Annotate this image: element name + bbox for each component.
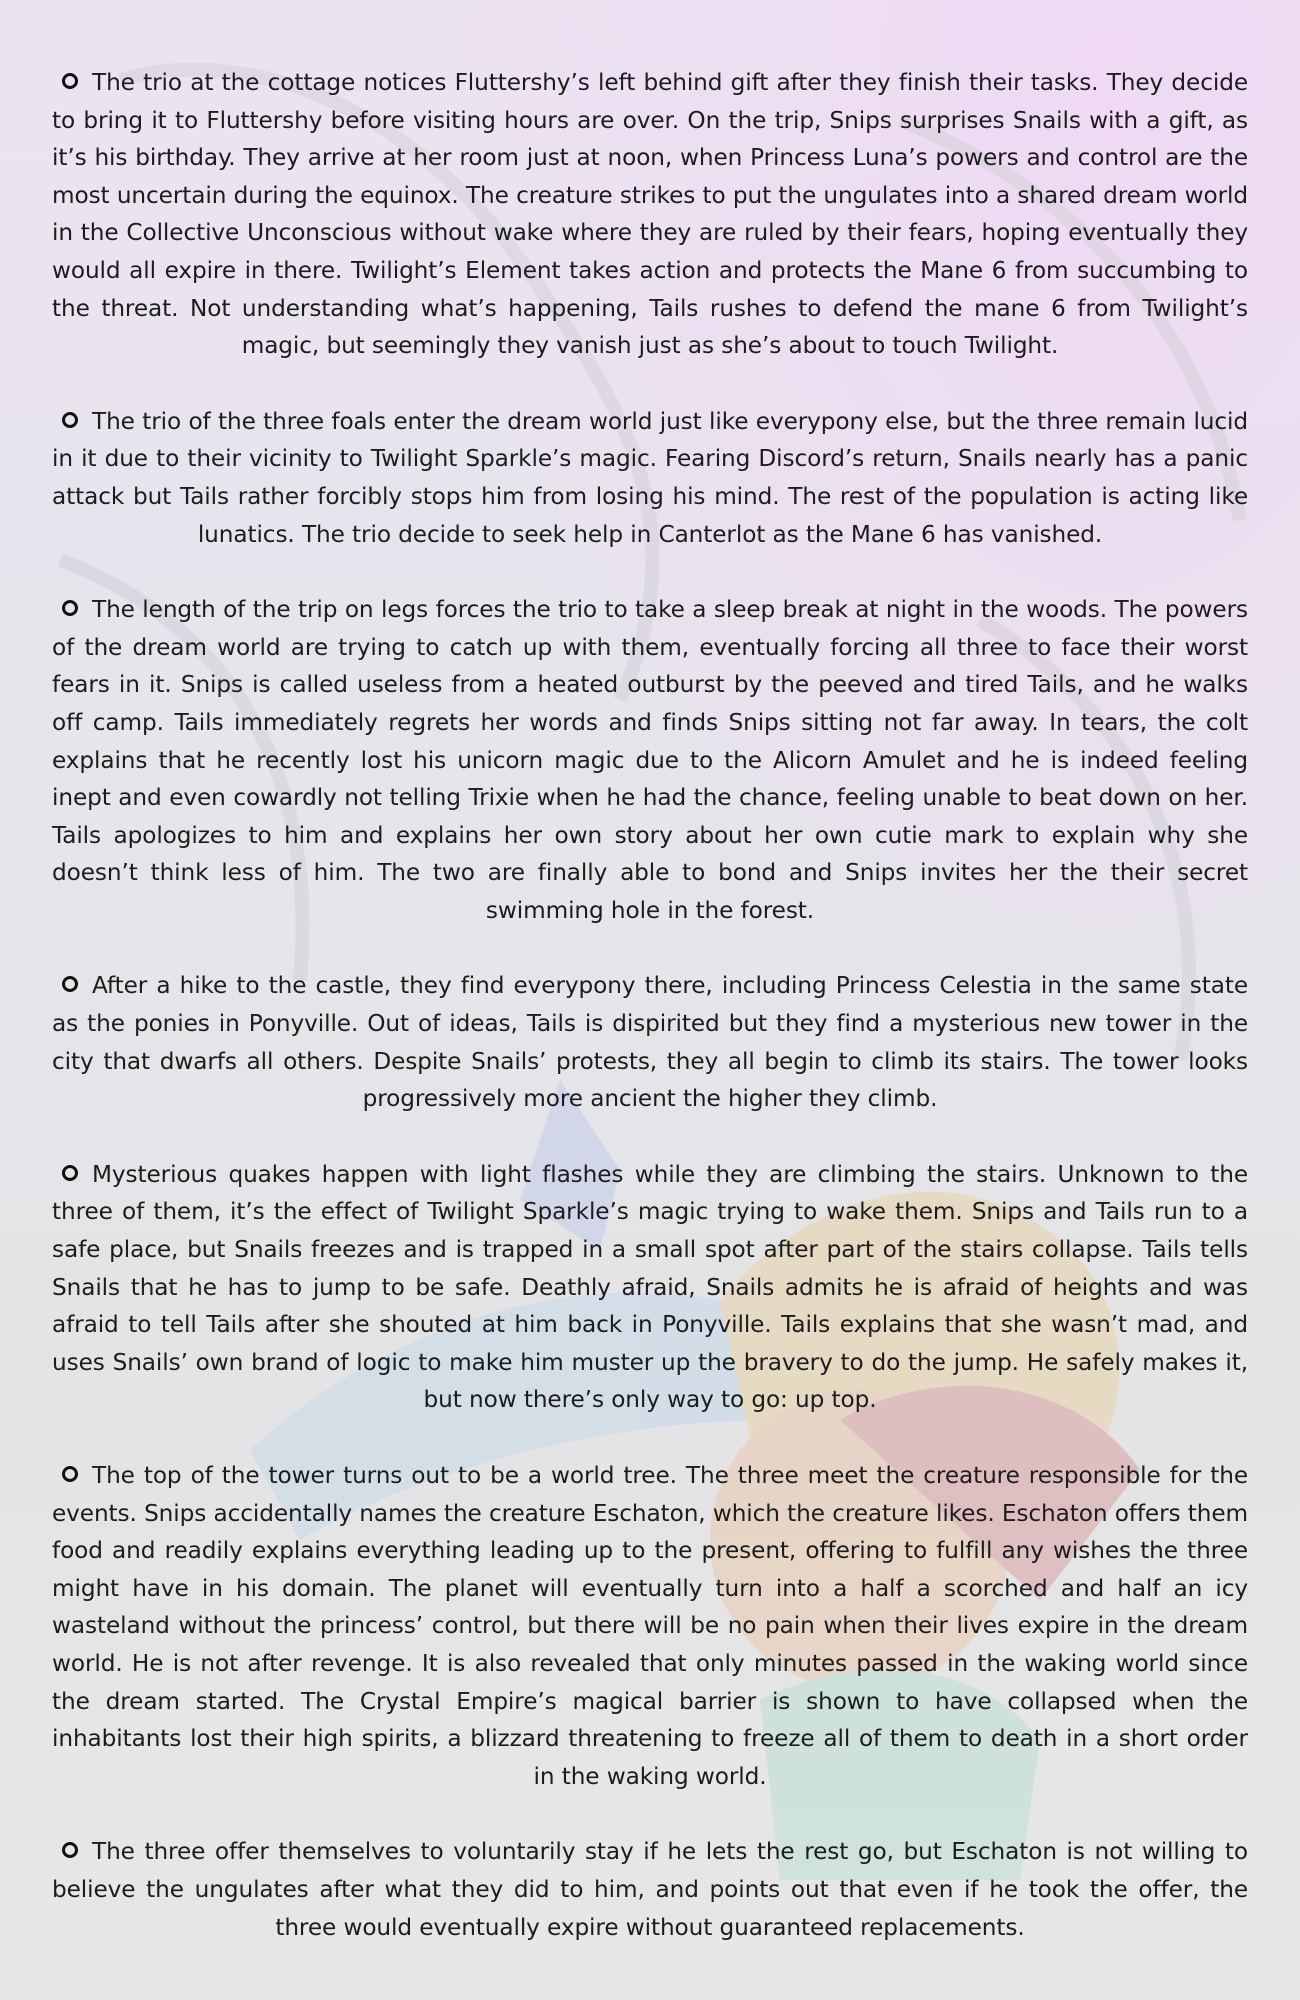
bullet-circle-icon xyxy=(62,73,78,89)
bullet-circle-icon xyxy=(62,412,78,428)
bullet-circle-icon xyxy=(62,600,78,616)
paragraph-text: After a hike to the castle, they find everypony there, including Princess Celestia in the same state as the ponies in Ponyville. Out of ideas, Tails is dispirited but they find a mysterious new tower in the city that dwarfs all others. Despite Snails’ protests, they all begin to climb its stairs. The tower looks progressively more ancient the higher they climb. xyxy=(52,972,1248,1113)
synopsis-paragraph-3 xyxy=(52,591,1248,929)
paragraph-text: The top of the tower turns out to be a world tree. The three meet the creature responsible for the events. Snips accidentally names the creature Eschaton, which the creature likes. Eschaton offers them food and readily explains everything leading up to the present, offering to fulfill any wishes the three might have in his domain. The planet will eventually turn into a half a scorched and half an icy wasteland without the princess’ control, but there will be no pain when their lives expire in the dream world. He is not after revenge. It is also revealed that only minutes passed in the waking world since the dream started. The Crystal Empire’s magical barrier is shown to have collapsed when the inhabitants lost their high spirits, a blizzard threatening to freeze all of them to death in a short order in the waking world. xyxy=(52,1462,1248,1790)
synopsis-paragraph-5 xyxy=(52,1156,1248,1419)
bullet-circle-icon xyxy=(62,1466,78,1482)
synopsis-paragraph-1 xyxy=(52,64,1248,365)
paragraph-text: Mysterious quakes happen with light flashes while they are climbing the stairs. Unknown to the three of them, it’s the effect of Twilight Sparkle’s magic trying to wake them. Snips and Tails run to a safe place, but Snails freezes and is trapped in a small spot after part of the stairs collapse. Tails tells Snails that he has to jump to be safe. Deathly afraid, Snails admits he is afraid of heights and was afraid to tell Tails after she shouted at him back in Ponyville. Tails explains that she wasn’t mad, and uses Snails’ own brand of logic to make him muster up the bravery to do the jump. He safely makes it, but now there’s only way to go: up top. xyxy=(52,1160,1248,1414)
bullet-circle-icon xyxy=(62,1842,78,1858)
paragraph-text: The trio of the three foals enter the dream world just like everypony else, but the three remain lucid in it due to their vicinity to Twilight Sparkle’s magic. Fearing Discord’s return, Snails nearly has a panic attack but Tails rather forcibly stops him from losing his mind. The rest of the population is acting like lunatics. The trio decide to seek help in Canterlot as the Mane 6 has vanished. xyxy=(52,407,1248,548)
synopsis-paragraph-7 xyxy=(52,1833,1248,1946)
synopsis-paragraph-6 xyxy=(52,1457,1248,1795)
bullet-circle-icon xyxy=(62,976,78,992)
paragraph-text: The length of the trip on legs forces the trio to take a sleep break at night in the woods. The powers of the dream world are trying to catch up with them, eventually forcing all three to face their worst fears in it. Snips is called useless from a heated outburst by the peeved and tired Tails, and he walks off camp. Tails immediately regrets her words and finds Snips sitting not far away. In tears, the colt explains that he recently lost his unicorn magic due to the Alicorn Amulet and he is indeed feeling inept and even cowardly not telling Trixie when he had the chance, feeling unable to beat down on her. Tails apologizes to him and explains her own story about her own cutie mark to explain why she doesn’t think less of him. The two are finally able to bond and Snips invites her the their secret swimming hole in the forest. xyxy=(52,596,1248,924)
synopsis-paragraph-4 xyxy=(52,967,1248,1117)
paragraph-text: The three offer themselves to voluntarily stay if he lets the rest go, but Eschaton is not willing to believe the ungulates after what they did to him, and points out that even if he took the offer, the three would eventually expire without guaranteed replacements. xyxy=(52,1838,1248,1941)
paragraph-text: The trio at the cottage notices Fluttershy’s left behind gift after they finish their tasks. They decide to bring it to Fluttershy before visiting hours are over. On the trip, Snips surprises Snails with a gift, as it’s his birthday. They arrive at her room just at noon, when Princess Luna’s powers and control are the most uncertain during the equinox. The creature strikes to put the ungulates into a shared dream world in the Collective Unconscious without wake where they are ruled by their fears, hoping eventually they would all expire in there. Twilight’s Element takes action and protects the Mane 6 from succumbing to the threat. Not understanding what’s happening, Tails rushes to defend the mane 6 from Twilight’s magic, but seemingly they vanish just as she’s about to touch Twilight. xyxy=(52,69,1248,360)
bullet-circle-icon xyxy=(62,1165,78,1181)
synopsis-page xyxy=(52,64,1248,1984)
synopsis-paragraph-2 xyxy=(52,403,1248,553)
